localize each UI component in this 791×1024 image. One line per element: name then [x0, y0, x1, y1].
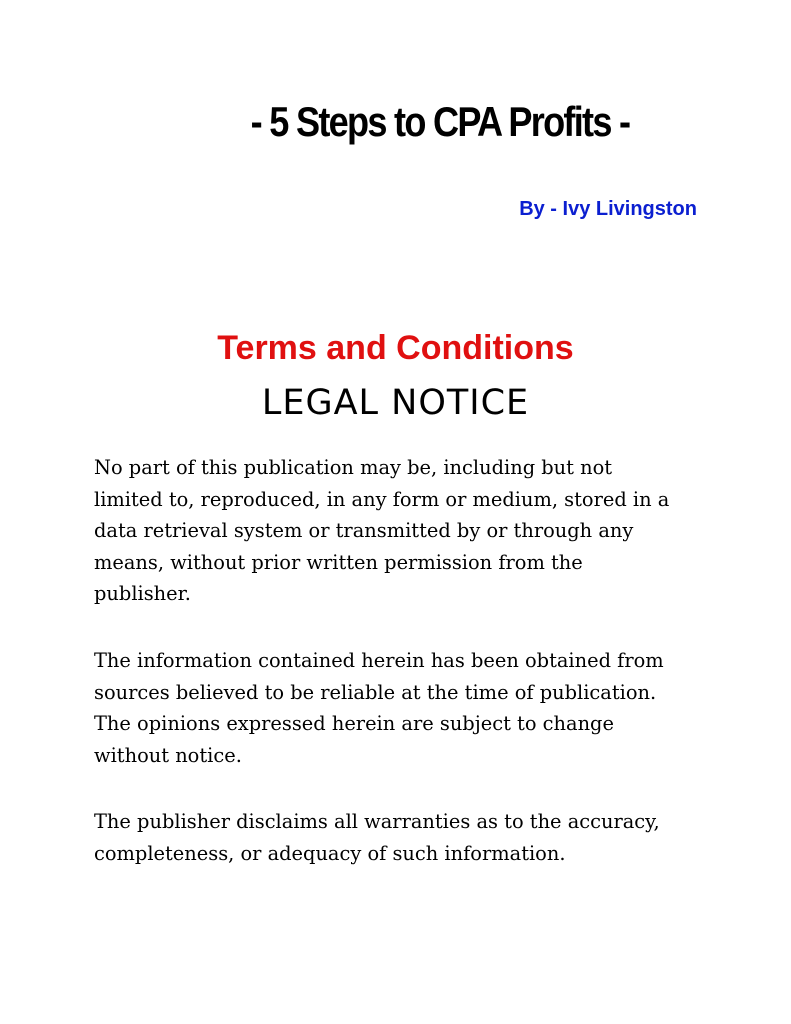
paragraph-line: completeness, or adequacy of such information. [94, 841, 566, 865]
terms-heading: Terms and Conditions [217, 329, 574, 367]
legal-notice-heading: LEGAL NOTICE [261, 383, 530, 423]
paragraph-line: The publisher disclaims all warranties as to the accuracy, [94, 810, 660, 833]
paragraph-line: No part of this publication may be, including but not [94, 456, 613, 479]
paragraph-line: without notice. [94, 743, 242, 767]
paragraph-copyright [94, 452, 714, 610]
paragraph-line: The information contained herein has been obtained from [94, 649, 664, 672]
paragraph-line: publisher. [94, 582, 191, 606]
paragraph-information [94, 645, 714, 771]
paragraph-line: limited to, reproduced, in any form or medium, stored in a [94, 487, 670, 511]
paragraph-line: sources believed to be reliable at the time of publication. [94, 680, 657, 704]
paragraph-line: means, without prior written permission from the [94, 550, 583, 574]
author-byline: By - Ivy Livingston [519, 198, 697, 220]
paragraph-disclaimer [94, 806, 714, 869]
paragraph-line: data retrieval system or transmitted by or through any [94, 519, 634, 543]
document-title: - 5 Steps to CPA Profits - [250, 98, 630, 145]
paragraph-line: The opinions expressed herein are subject to change [94, 712, 614, 736]
